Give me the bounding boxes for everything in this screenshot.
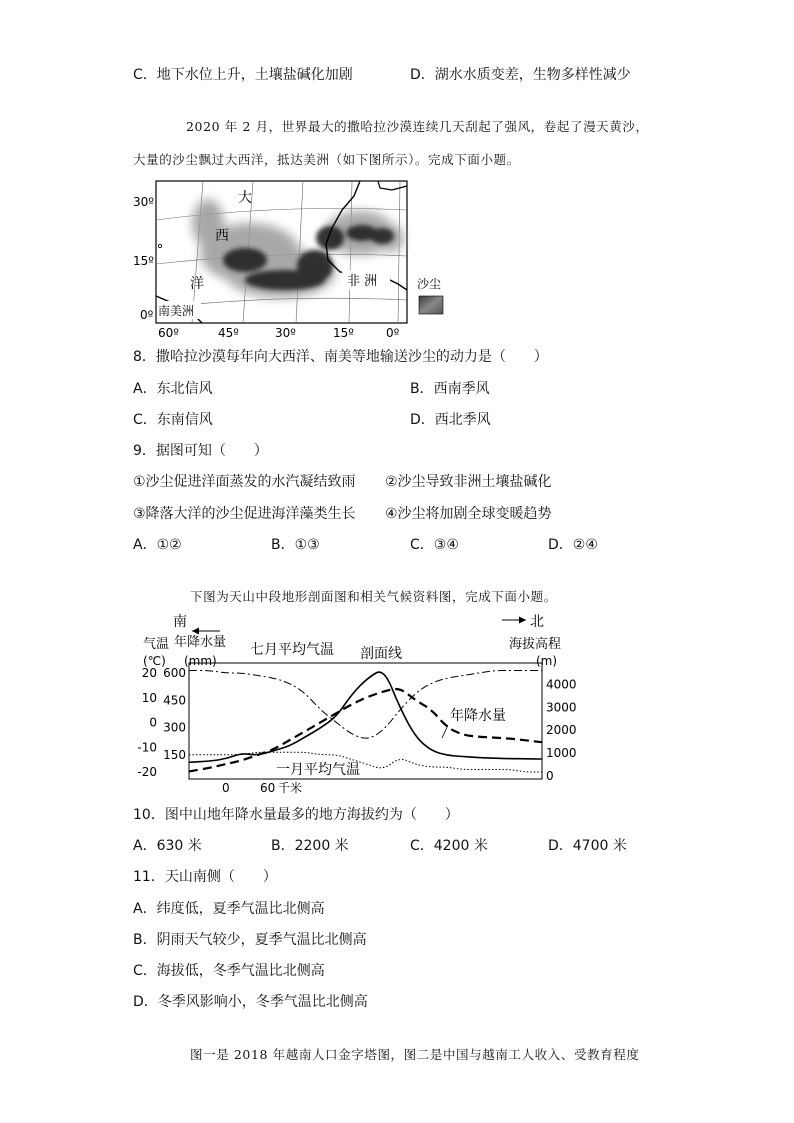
chart-profile-label: 剖面线 <box>360 646 402 662</box>
prev-option-d: D．湖水水质变差，生物多样性减少 <box>410 67 631 83</box>
question-9-stem: 9．据图可知（ ） <box>133 443 268 459</box>
q9-statement-2: ②沙尘导致非洲土壤盐碱化 <box>385 474 552 490</box>
precip-tick-1: 450 <box>163 693 186 708</box>
annual-precip-series <box>189 689 542 771</box>
scale-unit: 千米 <box>278 781 303 795</box>
q10-option-c[interactable]: C．4200 米 <box>410 838 488 854</box>
map-ocean-char-3: 洋 <box>190 276 204 292</box>
prev-option-c: C．地下水位上升，土壤盐碱化加剧 <box>133 67 353 83</box>
question-11-stem: 11．天山南侧（ ） <box>133 869 277 885</box>
q11-option-a[interactable]: A．纬度低，夏季气温比北侧高 <box>133 901 325 917</box>
q8-option-d[interactable]: D．西北季风 <box>410 412 491 428</box>
q9-statement-4: ④沙尘将加剧全球变暖趋势 <box>385 506 552 522</box>
scale-bar <box>222 780 302 795</box>
elev-tick-4: 0 <box>546 769 554 783</box>
question-10-stem: 10．图中山地年降水量最多的地方海拔约为（ ） <box>133 807 459 823</box>
precip-tick-2: 300 <box>163 720 186 735</box>
map-lon-label-30: 30º <box>275 326 296 340</box>
temp-tick-0: 20 <box>141 666 157 680</box>
map-legend-swatch <box>419 296 443 314</box>
map-lon-label-45: 45º <box>218 326 239 340</box>
elev-tick-0: 4000 <box>546 677 577 692</box>
q9-option-a[interactable]: A．①② <box>133 537 182 553</box>
q10-option-d[interactable]: D．4700 米 <box>548 838 627 854</box>
jan-temp-series <box>189 752 542 772</box>
temp-tick-1: 10 <box>141 690 157 705</box>
chart-july-temp-label: 七月平均气温 <box>250 642 334 658</box>
chart-precip-unit: (mm) <box>184 654 217 668</box>
intro-1-line-1: 2020 年 2 月，世界最大的撒哈拉沙漠连续几天刮起了强风，卷起了漫天黄沙， <box>186 119 649 134</box>
map-africa-label: 非 洲 <box>347 274 378 289</box>
dust-map <box>130 178 450 342</box>
q11-option-c[interactable]: C．海拔低，冬季气温比北侧高 <box>133 963 325 979</box>
map-ocean-char-2: 西 <box>215 228 229 244</box>
question-8-stem: 8．撒哈拉沙漠每年向大西洋、南美等地输送沙尘的动力是（ ） <box>133 349 548 365</box>
map-lat-label-0: 0º <box>140 308 154 322</box>
chart-temp-axis-label: 气温 <box>143 637 170 652</box>
map-lat-label-15: 15º <box>133 254 154 268</box>
scale-tick-60: 60 <box>260 781 276 795</box>
chart-elev-unit: (m) <box>536 654 558 668</box>
map-legend-label: 沙尘 <box>417 277 442 291</box>
q9-statement-3: ③降落大洋的沙尘促进海洋藻类生长 <box>133 506 356 522</box>
q10-option-b[interactable]: B．2200 米 <box>271 838 349 854</box>
elev-tick-2: 2000 <box>546 723 577 738</box>
intro-3: 图一是 2018 年越南人口金字塔图，图二是中国与越南工人收入、受教育程度 <box>190 1047 640 1062</box>
q9-option-c[interactable]: C．③④ <box>410 537 459 553</box>
map-lat-label-30: 30º <box>133 195 154 209</box>
temp-tick-2: 0 <box>149 715 157 730</box>
chart-precip-axis-label: 年降水量 <box>174 635 227 650</box>
map-lon-label-60: 60º <box>158 326 179 340</box>
q11-option-b[interactable]: B．阴雨天气较少，夏季气温比北侧高 <box>133 932 367 948</box>
map-lon-label-15: 15º <box>333 326 354 340</box>
q8-option-a[interactable]: A．东北信风 <box>133 381 213 397</box>
temp-ticks <box>137 666 157 779</box>
precip-ticks <box>163 666 186 762</box>
elev-tick-3: 1000 <box>546 746 577 761</box>
chart-jan-temp-label: 一月平均气温 <box>276 762 360 778</box>
q10-option-a[interactable]: A．630 米 <box>133 838 202 854</box>
chart-temp-unit: (℃) <box>143 654 166 668</box>
precip-tick-0: 600 <box>163 666 186 680</box>
map-lon-label-0: 0º <box>386 326 400 340</box>
chart-north-label: 北 <box>530 614 544 630</box>
q11-option-d[interactable]: D．冬季风影响小，冬季气温比北侧高 <box>133 994 368 1010</box>
intro-2: 下图为天山中段地形剖面图和相关气候资料图，完成下面小题。 <box>190 589 557 604</box>
chart-elev-axis-label: 海拔高程 <box>509 637 562 652</box>
q9-option-d[interactable]: D．②④ <box>548 537 598 553</box>
temp-tick-3: -10 <box>137 740 157 755</box>
q8-option-c[interactable]: C．东南信风 <box>133 412 213 428</box>
scale-tick-0: 0 <box>222 781 230 795</box>
tianshan-profile-chart <box>130 610 590 800</box>
chart-south-label: 南 <box>173 614 187 630</box>
q8-option-b[interactable]: B．西南季风 <box>410 381 490 397</box>
precip-tick-3: 150 <box>163 748 186 762</box>
temp-tick-4: -20 <box>137 765 157 779</box>
elev-ticks <box>546 677 577 783</box>
map-south-america-label: 南美洲 <box>158 304 195 318</box>
q9-option-b[interactable]: B．①③ <box>271 537 320 553</box>
q9-statement-1: ①沙尘促进洋面蒸发的水汽凝结致雨 <box>133 474 356 490</box>
chart-annual-precip-label: 年降水量 <box>450 708 506 724</box>
elev-tick-1: 3000 <box>546 700 577 715</box>
intro-1-line-2: 大量的沙尘飘过大西洋，抵达美洲（如下图所示）。完成下面小题。 <box>133 152 520 167</box>
map-ocean-char-1: 大 <box>238 190 252 206</box>
